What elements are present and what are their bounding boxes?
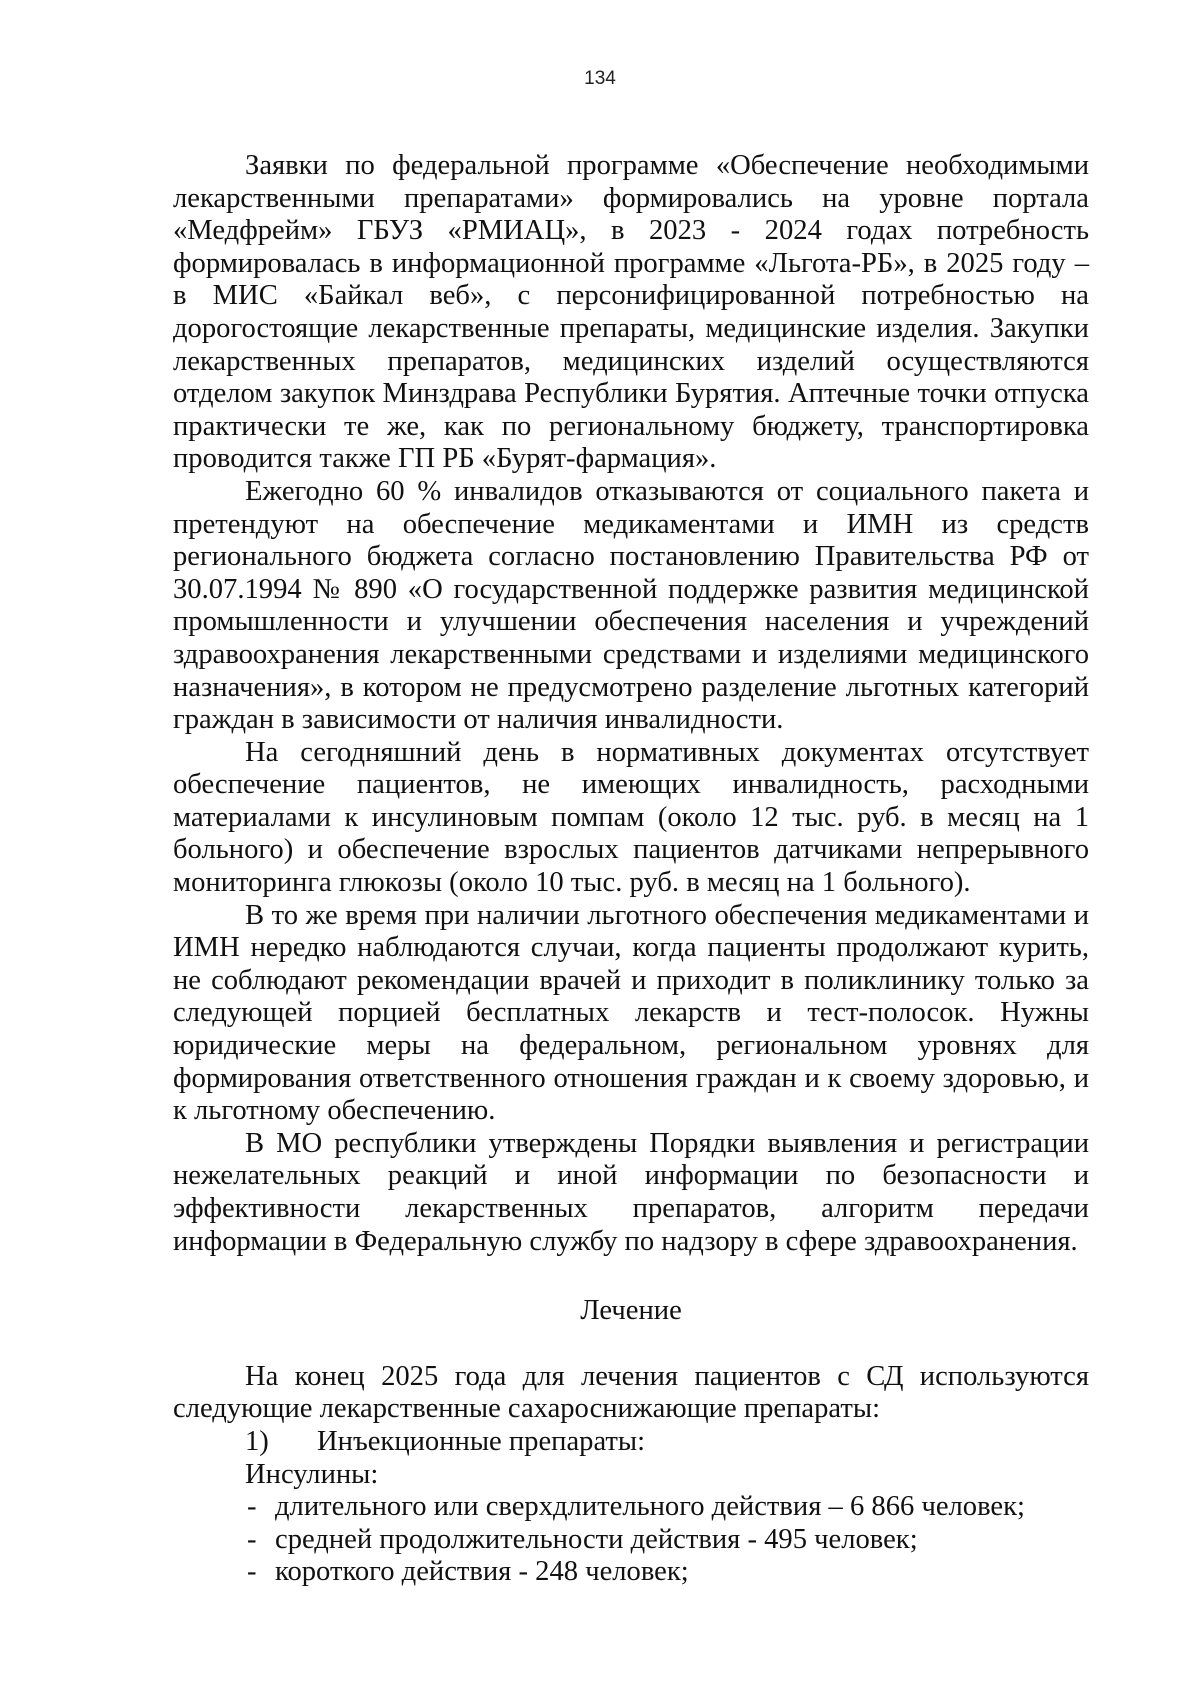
list-number: 1) xyxy=(245,1425,269,1457)
paragraph: На сегодняшний день в нормативных документах отсутствует обеспечение пациентов, не имеющих инвалидность, расходными материалами к инсулиновым помпам (около 12 тыс. руб. в месяц на 1 больного) и обеспечение взрослых пациентов датчиками непрерывного мониторинга глюкозы (около 10 тыс. руб. в месяц на 1 больного). xyxy=(173,736,1089,899)
paragraph: В МО республики утверждены Порядки выявления и регистрации нежелательных реакций и иной информации по безопасности и эффективности лекарственных препаратов, алгоритм передачи информации в Федеральную службу по надзору в сфере здравоохранения. xyxy=(173,1127,1089,1257)
insulins-label: Инсулины: xyxy=(245,1458,379,1490)
dash-bullet: - xyxy=(247,1491,257,1523)
list-item-text: Инъекционные препараты: xyxy=(317,1425,646,1457)
dash-list-item xyxy=(173,1556,1089,1589)
document-body xyxy=(173,150,1089,1589)
dash-bullet: - xyxy=(247,1556,257,1588)
dash-bullet: - xyxy=(247,1523,257,1555)
dash-item-text: короткого действия - 248 человек; xyxy=(275,1556,689,1588)
numbered-list-item xyxy=(173,1426,1089,1459)
page-number: 134 xyxy=(584,68,616,89)
dash-list-item xyxy=(173,1524,1089,1557)
dash-item-text: средней продолжительности действия - 495 человек; xyxy=(275,1523,918,1555)
paragraph: Ежегодно 60 % инвалидов отказываются от социального пакета и претендуют на обеспечение медикаментами и ИМН из средств регионального бюджета согласно постановлению Правительства РФ от 30.07.1994 № 890 «О государственной поддержке развития медицинской промышленности и улучшении обеспечения населения и учреждений здравоохранения лекарственными средствами и изделиями медицинского назначения», в котором не предусмотрено разделение льготных категорий граждан в зависимости от наличия инвалидности. xyxy=(173,475,1089,736)
section-heading: Лечение xyxy=(580,1295,682,1327)
dash-item-text: длительного или сверхдлительного действия – 6 866 человек; xyxy=(275,1491,1025,1523)
dash-list-item xyxy=(173,1491,1089,1524)
paragraph: Заявки по федеральной программе «Обеспечение необходимыми лекарственными препаратами» формировались на уровне портала «Медфрейм» ГБУЗ «РМИАЦ», в 2023 - 2024 годах потребность формировалась в информационной программе «Льгота-РБ», в 2025 году – в МИС «Байкал веб», с персонифицированной потребностью на дорогостоящие лекарственные препараты, медицинские изделия. Закупки лекарственных препаратов, медицинских изделий осуществляются отделом закупок Минздрава Республики Бурятия. Аптечные точки отпуска практически те же, как по региональному бюджету, транспортировка проводится также ГП РБ «Бурят-фармация». xyxy=(173,150,1089,475)
paragraph: В то же время при наличии льготного обеспечения медикаментами и ИМН нередко наблюдаются случаи, когда пациенты продолжают курить, не соблюдают рекомендации врачей и приходит в поликлинику только за следующей порцией бесплатных лекарств и тест-полосок. Нужны юридические меры на федеральном, региональном уровнях для формирования ответственного отношения граждан и к своему здоровью, и к льготному обеспечению. xyxy=(173,899,1089,1127)
treatment-intro: На конец 2025 года для лечения пациентов с СД используются следующие лекарственные сахароснижающие препараты: xyxy=(173,1360,1089,1425)
